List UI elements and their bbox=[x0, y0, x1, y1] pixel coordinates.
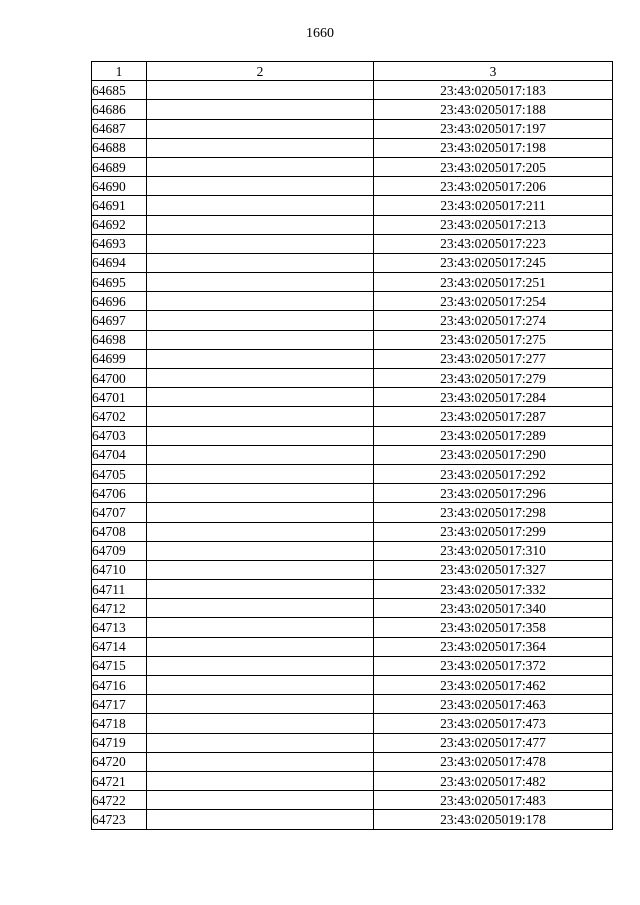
row-number-cell: 64689 bbox=[92, 157, 147, 176]
row-number-cell: 64709 bbox=[92, 541, 147, 560]
page-number: 1660 bbox=[306, 26, 334, 41]
table-row bbox=[92, 388, 613, 407]
table-row bbox=[92, 560, 613, 579]
column-2-cell bbox=[147, 273, 374, 292]
table-row bbox=[92, 599, 613, 618]
table-row bbox=[92, 791, 613, 810]
column-2-cell bbox=[147, 541, 374, 560]
row-number-cell: 64701 bbox=[92, 388, 147, 407]
row-number-cell: 64696 bbox=[92, 292, 147, 311]
row-number-cell: 64685 bbox=[92, 81, 147, 100]
table-row bbox=[92, 580, 613, 599]
column-2-cell bbox=[147, 157, 374, 176]
row-number-cell: 64707 bbox=[92, 503, 147, 522]
cadastral-number-cell: 23:43:0205017:299 bbox=[374, 522, 613, 541]
row-number-cell: 64690 bbox=[92, 177, 147, 196]
column-2-cell bbox=[147, 388, 374, 407]
row-number-cell: 64717 bbox=[92, 695, 147, 714]
cadastral-number-cell: 23:43:0205017:245 bbox=[374, 253, 613, 272]
column-2-cell bbox=[147, 407, 374, 426]
column-2-cell bbox=[147, 330, 374, 349]
cadastral-number-cell: 23:43:0205017:327 bbox=[374, 560, 613, 579]
row-number-cell: 64705 bbox=[92, 464, 147, 483]
row-number-cell: 64698 bbox=[92, 330, 147, 349]
column-header-1: 1 bbox=[92, 62, 147, 81]
header-row bbox=[92, 62, 613, 81]
row-number-cell: 64704 bbox=[92, 445, 147, 464]
table-body bbox=[92, 81, 613, 829]
row-number-cell: 64720 bbox=[92, 752, 147, 771]
row-number-cell: 64712 bbox=[92, 599, 147, 618]
row-number-cell: 64687 bbox=[92, 119, 147, 138]
table-row bbox=[92, 676, 613, 695]
cadastral-number-cell: 23:43:0205017:251 bbox=[374, 273, 613, 292]
column-2-cell bbox=[147, 676, 374, 695]
table-header bbox=[92, 62, 613, 81]
table-row bbox=[92, 157, 613, 176]
table-row bbox=[92, 177, 613, 196]
table-row bbox=[92, 656, 613, 675]
column-2-cell bbox=[147, 791, 374, 810]
table-row bbox=[92, 464, 613, 483]
column-2-cell bbox=[147, 138, 374, 157]
table-row bbox=[92, 100, 613, 119]
column-header-3: 3 bbox=[374, 62, 613, 81]
registry-table bbox=[91, 61, 613, 830]
row-number-cell: 64697 bbox=[92, 311, 147, 330]
row-number-cell: 64699 bbox=[92, 349, 147, 368]
column-2-cell bbox=[147, 637, 374, 656]
cadastral-number-cell: 23:43:0205017:223 bbox=[374, 234, 613, 253]
column-2-cell bbox=[147, 656, 374, 675]
row-number-cell: 64694 bbox=[92, 253, 147, 272]
table-row bbox=[92, 215, 613, 234]
column-2-cell bbox=[147, 810, 374, 829]
column-2-cell bbox=[147, 234, 374, 253]
row-number-cell: 64686 bbox=[92, 100, 147, 119]
column-2-cell bbox=[147, 752, 374, 771]
cadastral-number-cell: 23:43:0205017:205 bbox=[374, 157, 613, 176]
row-number-cell: 64723 bbox=[92, 810, 147, 829]
cadastral-number-cell: 23:43:0205017:254 bbox=[374, 292, 613, 311]
column-2-cell bbox=[147, 196, 374, 215]
table-row bbox=[92, 522, 613, 541]
table-row bbox=[92, 119, 613, 138]
table-row bbox=[92, 637, 613, 656]
column-2-cell bbox=[147, 484, 374, 503]
cadastral-number-cell: 23:43:0205017:483 bbox=[374, 791, 613, 810]
cadastral-number-cell: 23:43:0205017:463 bbox=[374, 695, 613, 714]
column-2-cell bbox=[147, 253, 374, 272]
cadastral-number-cell: 23:43:0205017:284 bbox=[374, 388, 613, 407]
column-2-cell bbox=[147, 100, 374, 119]
table-row bbox=[92, 484, 613, 503]
row-number-cell: 64702 bbox=[92, 407, 147, 426]
cadastral-number-cell: 23:43:0205017:197 bbox=[374, 119, 613, 138]
row-number-cell: 64713 bbox=[92, 618, 147, 637]
column-2-cell bbox=[147, 426, 374, 445]
table-row bbox=[92, 311, 613, 330]
column-2-cell bbox=[147, 369, 374, 388]
column-2-cell bbox=[147, 599, 374, 618]
column-2-cell bbox=[147, 311, 374, 330]
cadastral-number-cell: 23:43:0205017:298 bbox=[374, 503, 613, 522]
table-row bbox=[92, 330, 613, 349]
cadastral-number-cell: 23:43:0205017:274 bbox=[374, 311, 613, 330]
table-row bbox=[92, 714, 613, 733]
row-number-cell: 64706 bbox=[92, 484, 147, 503]
column-header-2: 2 bbox=[147, 62, 374, 81]
column-2-cell bbox=[147, 349, 374, 368]
table-row bbox=[92, 407, 613, 426]
table-row bbox=[92, 733, 613, 752]
table-row bbox=[92, 445, 613, 464]
table-row bbox=[92, 503, 613, 522]
column-2-cell bbox=[147, 464, 374, 483]
cadastral-number-cell: 23:43:0205017:372 bbox=[374, 656, 613, 675]
column-2-cell bbox=[147, 522, 374, 541]
row-number-cell: 64688 bbox=[92, 138, 147, 157]
row-number-cell: 64719 bbox=[92, 733, 147, 752]
cadastral-number-cell: 23:43:0205017:482 bbox=[374, 771, 613, 790]
row-number-cell: 64691 bbox=[92, 196, 147, 215]
column-2-cell bbox=[147, 580, 374, 599]
row-number-cell: 64695 bbox=[92, 273, 147, 292]
table-row bbox=[92, 695, 613, 714]
column-2-cell bbox=[147, 177, 374, 196]
cadastral-number-cell: 23:43:0205019:178 bbox=[374, 810, 613, 829]
row-number-cell: 64715 bbox=[92, 656, 147, 675]
row-number-cell: 64721 bbox=[92, 771, 147, 790]
row-number-cell: 64693 bbox=[92, 234, 147, 253]
cadastral-number-cell: 23:43:0205017:287 bbox=[374, 407, 613, 426]
table-row bbox=[92, 196, 613, 215]
column-2-cell bbox=[147, 292, 374, 311]
row-number-cell: 64718 bbox=[92, 714, 147, 733]
column-2-cell bbox=[147, 215, 374, 234]
row-number-cell: 64711 bbox=[92, 580, 147, 599]
cadastral-number-cell: 23:43:0205017:213 bbox=[374, 215, 613, 234]
cadastral-number-cell: 23:43:0205017:277 bbox=[374, 349, 613, 368]
row-number-cell: 64708 bbox=[92, 522, 147, 541]
table-row bbox=[92, 810, 613, 829]
cadastral-number-cell: 23:43:0205017:198 bbox=[374, 138, 613, 157]
table-row bbox=[92, 253, 613, 272]
row-number-cell: 64703 bbox=[92, 426, 147, 445]
row-number-cell: 64722 bbox=[92, 791, 147, 810]
cadastral-number-cell: 23:43:0205017:279 bbox=[374, 369, 613, 388]
cadastral-number-cell: 23:43:0205017:183 bbox=[374, 81, 613, 100]
row-number-cell: 64714 bbox=[92, 637, 147, 656]
cadastral-number-cell: 23:43:0205017:275 bbox=[374, 330, 613, 349]
cadastral-number-cell: 23:43:0205017:340 bbox=[374, 599, 613, 618]
row-number-cell: 64692 bbox=[92, 215, 147, 234]
column-2-cell bbox=[147, 733, 374, 752]
cadastral-number-cell: 23:43:0205017:364 bbox=[374, 637, 613, 656]
row-number-cell: 64710 bbox=[92, 560, 147, 579]
cadastral-number-cell: 23:43:0205017:290 bbox=[374, 445, 613, 464]
cadastral-number-cell: 23:43:0205017:477 bbox=[374, 733, 613, 752]
table-row bbox=[92, 292, 613, 311]
cadastral-number-cell: 23:43:0205017:188 bbox=[374, 100, 613, 119]
table-row bbox=[92, 752, 613, 771]
cadastral-number-cell: 23:43:0205017:473 bbox=[374, 714, 613, 733]
table-row bbox=[92, 234, 613, 253]
column-2-cell bbox=[147, 560, 374, 579]
cadastral-number-cell: 23:43:0205017:296 bbox=[374, 484, 613, 503]
column-2-cell bbox=[147, 81, 374, 100]
table-row bbox=[92, 138, 613, 157]
row-number-cell: 64700 bbox=[92, 369, 147, 388]
column-2-cell bbox=[147, 119, 374, 138]
cadastral-number-cell: 23:43:0205017:332 bbox=[374, 580, 613, 599]
cadastral-number-cell: 23:43:0205017:211 bbox=[374, 196, 613, 215]
column-2-cell bbox=[147, 714, 374, 733]
column-2-cell bbox=[147, 695, 374, 714]
table-row bbox=[92, 426, 613, 445]
table-row bbox=[92, 369, 613, 388]
cadastral-number-cell: 23:43:0205017:292 bbox=[374, 464, 613, 483]
cadastral-number-cell: 23:43:0205017:478 bbox=[374, 752, 613, 771]
cadastral-number-cell: 23:43:0205017:206 bbox=[374, 177, 613, 196]
column-2-cell bbox=[147, 771, 374, 790]
cadastral-number-cell: 23:43:0205017:358 bbox=[374, 618, 613, 637]
table-row bbox=[92, 618, 613, 637]
table-row bbox=[92, 349, 613, 368]
cadastral-number-cell: 23:43:0205017:310 bbox=[374, 541, 613, 560]
column-2-cell bbox=[147, 618, 374, 637]
table-row bbox=[92, 81, 613, 100]
table-row bbox=[92, 771, 613, 790]
table-row bbox=[92, 273, 613, 292]
column-2-cell bbox=[147, 445, 374, 464]
row-number-cell: 64716 bbox=[92, 676, 147, 695]
column-2-cell bbox=[147, 503, 374, 522]
cadastral-number-cell: 23:43:0205017:289 bbox=[374, 426, 613, 445]
table-row bbox=[92, 541, 613, 560]
cadastral-number-cell: 23:43:0205017:462 bbox=[374, 676, 613, 695]
